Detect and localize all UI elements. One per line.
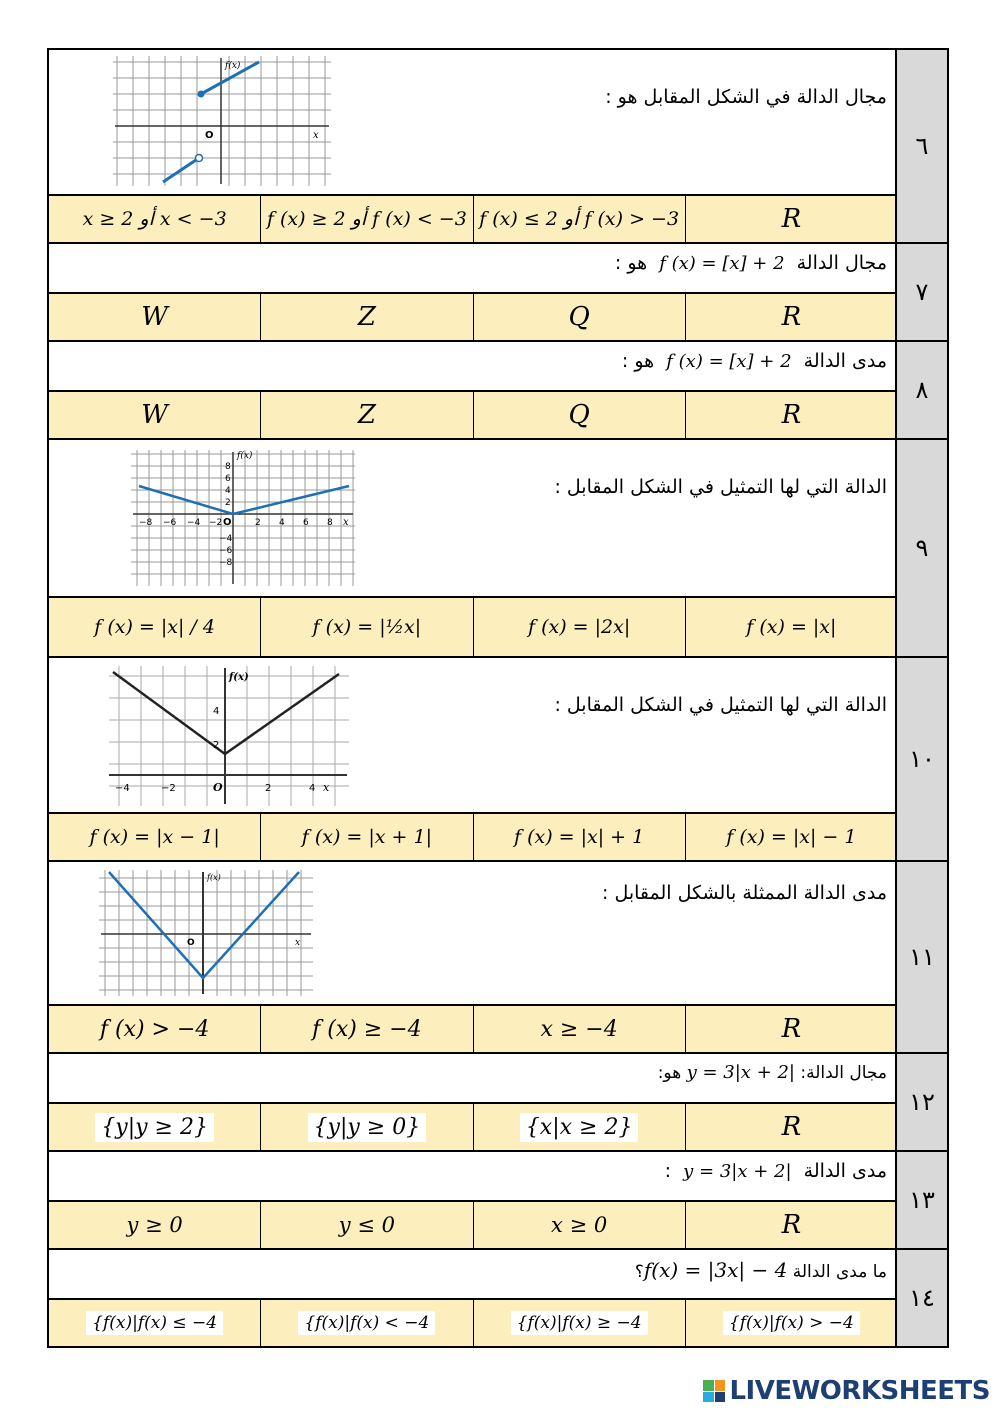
q11-stem-text: مدى الدالة الممثلة بالشكل المقابل : — [602, 882, 887, 904]
q11-graph — [99, 870, 313, 996]
q6-fx-label: f(x) — [225, 61, 241, 71]
q13-choice-3[interactable]: y ≤ 0 — [260, 1202, 472, 1248]
q6-choice-3[interactable]: f (x) ≥ 2 أو f (x) < −3 — [260, 196, 472, 242]
q8-number: ٨ — [895, 342, 947, 440]
q14-choice-1[interactable]: {f(x)|f(x) > −4 — [723, 1311, 860, 1335]
q10-x-label: x — [323, 781, 330, 794]
q11-choice-4[interactable]: f (x) > −4 — [99, 1016, 210, 1042]
q9-xtick: −4 — [187, 518, 201, 528]
q11-number: ١١ — [895, 862, 947, 1054]
q6-choice-1[interactable]: R — [685, 196, 897, 242]
q14-choices — [49, 1300, 897, 1346]
q9-fx-label: f(x) — [237, 451, 253, 461]
q6-choice-2[interactable]: f (x) ≤ 2 أو f (x) > −3 — [473, 196, 685, 242]
q9-xtick: 2 — [255, 518, 261, 528]
q9-ytick: 6 — [225, 474, 231, 484]
q14-choice-4[interactable]: {f(x)|f(x) ≤ −4 — [86, 1311, 223, 1335]
q7-choice-4[interactable]: W — [141, 302, 168, 332]
q13-stem-text: مدى الدالة y = 3|x + 2| : — [664, 1160, 887, 1182]
q10-stem-text: الدالة التي لها التمثيل في الشكل المقابل : — [554, 694, 887, 716]
q9-choice-3[interactable]: f (x) = |½x| — [260, 598, 472, 656]
q10-xtick: −4 — [115, 783, 130, 794]
liveworksheets-brand: LIVEWORKSHEETS — [729, 1376, 990, 1406]
q6-graph — [113, 56, 331, 186]
q13-choice-4[interactable]: y ≥ 0 — [126, 1213, 183, 1237]
q11-choices — [49, 1006, 897, 1054]
q10-number: ١٠ — [895, 658, 947, 862]
q9-ytick: −8 — [219, 558, 233, 568]
q9-number: ٩ — [895, 440, 947, 658]
worksheet — [47, 48, 949, 1348]
q8-choice-2[interactable]: Q — [473, 392, 685, 438]
q14-stem-text: ما مدى الدالة f(x) = |3x| − 4؟ — [634, 1258, 887, 1282]
q10-fx-label: f(x) — [229, 672, 249, 683]
q14-number: ١٤ — [895, 1250, 947, 1346]
q6-closed-point — [198, 91, 205, 98]
q12-choice-4[interactable]: {y|y ≥ 2} — [95, 1113, 214, 1142]
q10-ytick: 4 — [213, 706, 220, 717]
q7-choice-2[interactable]: Q — [473, 294, 685, 340]
q13-choices — [49, 1202, 897, 1250]
q6-stem-text: مجال الدالة في الشكل المقابل هو : — [605, 86, 887, 108]
q6-number: ٦ — [895, 50, 947, 244]
q9-xtick: 4 — [279, 518, 285, 528]
q7-choice-1[interactable]: R — [685, 294, 897, 340]
q9-ytick: 4 — [225, 486, 231, 496]
q10-xtick: 4 — [309, 783, 316, 794]
q7-choice-3[interactable]: Z — [260, 294, 472, 340]
q10-choice-1[interactable]: f (x) = |x| − 1 — [685, 814, 897, 860]
q7-stem — [49, 244, 897, 294]
q10-choice-4[interactable]: f (x) = |x − 1| — [89, 826, 220, 848]
q11-choice-3[interactable]: f (x) ≥ −4 — [260, 1006, 472, 1052]
q13-choice-2[interactable]: x ≥ 0 — [473, 1202, 685, 1248]
q10-choices — [49, 814, 897, 862]
q9-graph — [131, 450, 355, 586]
q12-stem — [49, 1054, 897, 1104]
q6-choice-4[interactable]: x ≥ 2 أو x < −3 — [82, 208, 227, 230]
q10-xtick: 2 — [265, 783, 272, 794]
q10-choice-2[interactable]: f (x) = |x| + 1 — [473, 814, 685, 860]
q13-stem — [49, 1152, 897, 1202]
q13-choice-1[interactable]: R — [685, 1202, 897, 1248]
q9-xtick: −2 — [209, 518, 223, 528]
q9-ytick: −4 — [219, 534, 233, 544]
q14-choice-2[interactable]: {f(x)|f(x) ≥ −4 — [511, 1311, 648, 1335]
q7-number: ٧ — [895, 244, 947, 342]
q11-choice-1[interactable]: R — [685, 1006, 897, 1052]
liveworksheets-logo-icon — [703, 1380, 725, 1402]
q10-choice-3[interactable]: f (x) = |x + 1| — [260, 814, 472, 860]
q8-stem-text: مدى الدالة f (x) = [x] + 2 هو : — [621, 350, 887, 372]
q8-choices — [49, 392, 897, 440]
q9-ytick: 8 — [225, 462, 231, 472]
q12-stem-text: مجال الدالة: y = 3|x + 2| هو: — [657, 1062, 887, 1083]
q11-stem — [49, 862, 897, 1006]
q9-ytick: −6 — [219, 546, 233, 556]
q9-x-label: x — [343, 517, 349, 528]
q7-choices — [49, 294, 897, 342]
q11-fx-label: f(x) — [207, 873, 221, 882]
q9-choice-4[interactable]: f (x) = |x| / 4 — [94, 616, 215, 638]
q10-ytick: 2 — [213, 740, 220, 751]
q8-choice-3[interactable]: Z — [260, 392, 472, 438]
q10-xtick: −2 — [161, 783, 176, 794]
q12-choices — [49, 1104, 897, 1152]
q12-choice-3[interactable]: {y|y ≥ 0} — [308, 1113, 427, 1142]
q9-xtick: 6 — [303, 518, 309, 528]
q11-o-label: O — [187, 938, 195, 948]
q14-stem — [49, 1250, 897, 1300]
q14-choice-3[interactable]: {f(x)|f(x) < −4 — [298, 1311, 435, 1335]
q9-stem-text: الدالة التي لها التمثيل في الشكل المقابل : — [554, 476, 887, 498]
q10-o-label: O — [213, 781, 223, 794]
q11-x-label: x — [295, 938, 301, 948]
liveworksheets-logo[interactable] — [703, 1376, 990, 1406]
q9-choice-2[interactable]: f (x) = |2x| — [473, 598, 685, 656]
q9-o-label: O — [223, 517, 232, 528]
q6-choices — [49, 196, 897, 244]
q10-stem — [49, 658, 897, 814]
q8-choice-1[interactable]: R — [685, 392, 897, 438]
q9-xtick: −8 — [139, 518, 153, 528]
q9-stem — [49, 440, 897, 598]
q6-stem — [49, 50, 897, 196]
q12-number: ١٢ — [895, 1054, 947, 1152]
q7-stem-text: مجال الدالة f (x) = [x] + 2 هو : — [614, 252, 887, 274]
q8-choice-4[interactable]: W — [141, 400, 168, 430]
q9-choice-1[interactable]: f (x) = |x| — [685, 598, 897, 656]
q6-open-point — [196, 155, 203, 162]
q6-x-label: x — [313, 130, 319, 141]
q8-stem — [49, 342, 897, 392]
q9-xtick: −6 — [163, 518, 177, 528]
q9-choices — [49, 598, 897, 658]
q9-xtick: 8 — [327, 518, 333, 528]
q11-choice-2[interactable]: x ≥ −4 — [473, 1006, 685, 1052]
q6-o-label: O — [205, 130, 214, 141]
q10-graph — [109, 666, 349, 806]
q12-choice-1[interactable]: R — [685, 1104, 897, 1150]
q9-ytick: 2 — [225, 498, 231, 508]
q13-number: ١٣ — [895, 1152, 947, 1250]
q12-choice-2[interactable]: {x|x ≥ 2} — [520, 1113, 639, 1142]
